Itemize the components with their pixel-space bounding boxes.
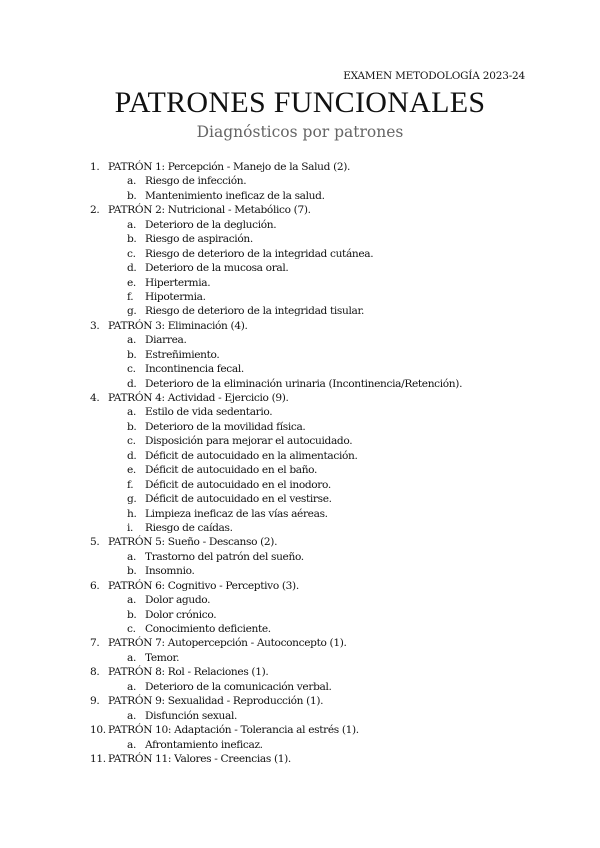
diagnosis-letter: a.: [127, 680, 136, 693]
pattern-number: 4.: [90, 392, 100, 404]
diagnosis-label: Diarrea.: [145, 334, 187, 347]
diagnosis-label: Dolor crónico.: [145, 608, 217, 621]
diagnosis-label: Déficit de autocuidado en el vestirse.: [145, 493, 332, 506]
diagnosis-label: Insomnio.: [145, 565, 195, 578]
pattern-number: 3.: [90, 319, 100, 332]
diagnosis-label: Riesgo de deterioro de la integridad tisular.: [145, 305, 365, 318]
diagnosis-label: Dolor agudo.: [145, 594, 211, 607]
diagnosis-letter: f.: [127, 290, 134, 303]
diagnosis-letter: b.: [127, 608, 137, 621]
diagnosis-letter: g.: [127, 493, 137, 506]
pattern-label: PATRÓN 10: Adaptación - Tolerancia al estrés (1).: [108, 724, 359, 737]
diagnosis-label: Conocimiento deficiente.: [145, 623, 271, 635]
diagnosis-letter: a.: [127, 175, 136, 188]
diagnosis-letter: c.: [127, 623, 136, 635]
diagnosis-letter: i.: [127, 521, 134, 534]
pattern-label: PATRÓN 9: Sexualidad - Reproducción (1).: [108, 695, 324, 708]
diagnosis-label: Deterioro de la deglución.: [145, 218, 277, 231]
exam-label: EXAMEN METODOLOGÍA 2023-24: [343, 70, 525, 82]
diagnosis-letter: c.: [127, 247, 136, 260]
diagnosis-label: Riesgo de aspiración.: [145, 233, 253, 246]
pattern-number: 8.: [90, 666, 100, 679]
diagnosis-label: Deterioro de la eliminación urinaria (Incontinencia/Retención).: [145, 377, 463, 390]
diagnosis-label: Estilo de vida sedentario.: [145, 406, 273, 419]
diagnosis-letter: b.: [127, 189, 137, 202]
pattern-label: PATRÓN 5: Sueño - Descanso (2).: [108, 536, 278, 549]
diagnosis-label: Disposición para mejorar el autocuidado.: [145, 435, 353, 448]
diagnosis-letter: d.: [127, 449, 137, 462]
page-subtitle: Diagnósticos por patrones: [196, 123, 404, 141]
diagnosis-letter: a.: [127, 709, 136, 722]
pattern-label: PATRÓN 4: Actividad - Ejercicio (9).: [108, 392, 289, 404]
pattern-label: PATRÓN 3: Eliminación (4).: [108, 319, 248, 332]
diagnosis-label: Limpieza ineficaz de las vías aéreas.: [145, 507, 328, 520]
pattern-label: PATRÓN 7: Autopercepción - Autoconcepto (1).: [108, 637, 347, 650]
diagnosis-letter: a.: [127, 550, 136, 563]
pattern-label: PATRÓN 1: Percepción - Manejo de la Salud (2).: [108, 161, 351, 173]
diagnosis-letter: a.: [127, 738, 136, 751]
pattern-number: 2.: [90, 204, 100, 217]
diagnosis-letter: a.: [127, 406, 136, 419]
diagnosis-letter: h.: [127, 507, 137, 520]
pattern-label: PATRÓN 8: Rol - Relaciones (1).: [108, 666, 269, 679]
diagnosis-label: Deterioro de la mucosa oral.: [145, 262, 289, 275]
diagnosis-letter: b.: [127, 565, 137, 578]
diagnosis-label: Incontinencia fecal.: [145, 363, 244, 376]
diagnosis-label: Deterioro de la movilidad física.: [145, 420, 306, 433]
diagnosis-label: Temor.: [145, 651, 180, 664]
diagnosis-letter: c.: [127, 363, 136, 376]
pattern-number: 6.: [90, 579, 100, 592]
pattern-label: PATRÓN 2: Nutricional - Metabólico (7).: [108, 204, 311, 217]
diagnosis-letter: d.: [127, 262, 137, 275]
diagnosis-letter: d.: [127, 377, 137, 390]
pattern-number: 9.: [90, 695, 100, 708]
diagnosis-label: Trastorno del patrón del sueño.: [145, 550, 304, 563]
diagnosis-label: Mantenimiento ineficaz de la salud.: [145, 189, 325, 202]
diagnosis-letter: b.: [127, 348, 137, 361]
diagnosis-label: Disfunción sexual.: [145, 709, 238, 722]
diagnosis-label: Riesgo de deterioro de la integridad cutánea.: [145, 247, 374, 260]
diagnosis-letter: b.: [127, 420, 137, 433]
diagnosis-label: Estreñimiento.: [145, 348, 220, 361]
diagnosis-letter: a.: [127, 218, 136, 231]
diagnosis-label: Déficit de autocuidado en el baño.: [145, 464, 318, 477]
diagnosis-label: Deterioro de la comunicación verbal.: [145, 680, 332, 693]
diagnosis-label: Riesgo de infección.: [145, 175, 247, 188]
diagnosis-label: Déficit de autocuidado en el inodoro.: [145, 478, 331, 491]
diagnosis-label: Afrontamiento ineficaz.: [145, 738, 263, 751]
diagnosis-letter: f.: [127, 478, 134, 491]
pattern-label: PATRÓN 11: Valores - Creencias (1).: [108, 752, 291, 765]
diagnosis-letter: g.: [127, 305, 137, 318]
diagnosis-label: Hipertermia.: [145, 276, 211, 289]
pattern-number: 5.: [90, 536, 100, 549]
diagnosis-letter: a.: [127, 594, 136, 607]
diagnosis-label: Riesgo de caídas.: [145, 521, 233, 534]
diagnosis-label: Déficit de autocuidado en la alimentación.: [145, 449, 358, 462]
pattern-label: PATRÓN 6: Cognitivo - Perceptivo (3).: [108, 579, 299, 592]
page-title: PATRONES FUNCIONALES: [114, 86, 486, 119]
diagnosis-letter: a.: [127, 334, 136, 347]
diagnosis-letter: c.: [127, 435, 136, 448]
pattern-number: 11.: [90, 752, 106, 765]
diagnosis-letter: e.: [127, 464, 136, 477]
diagnosis-label: Hipotermia.: [145, 290, 206, 303]
diagnosis-letter: b.: [127, 233, 137, 246]
pattern-number: 1.: [90, 161, 100, 173]
pattern-number: 10.: [90, 724, 106, 737]
diagnosis-letter: e.: [127, 276, 136, 289]
pattern-number: 7.: [90, 637, 100, 650]
diagnosis-letter: a.: [127, 651, 136, 664]
